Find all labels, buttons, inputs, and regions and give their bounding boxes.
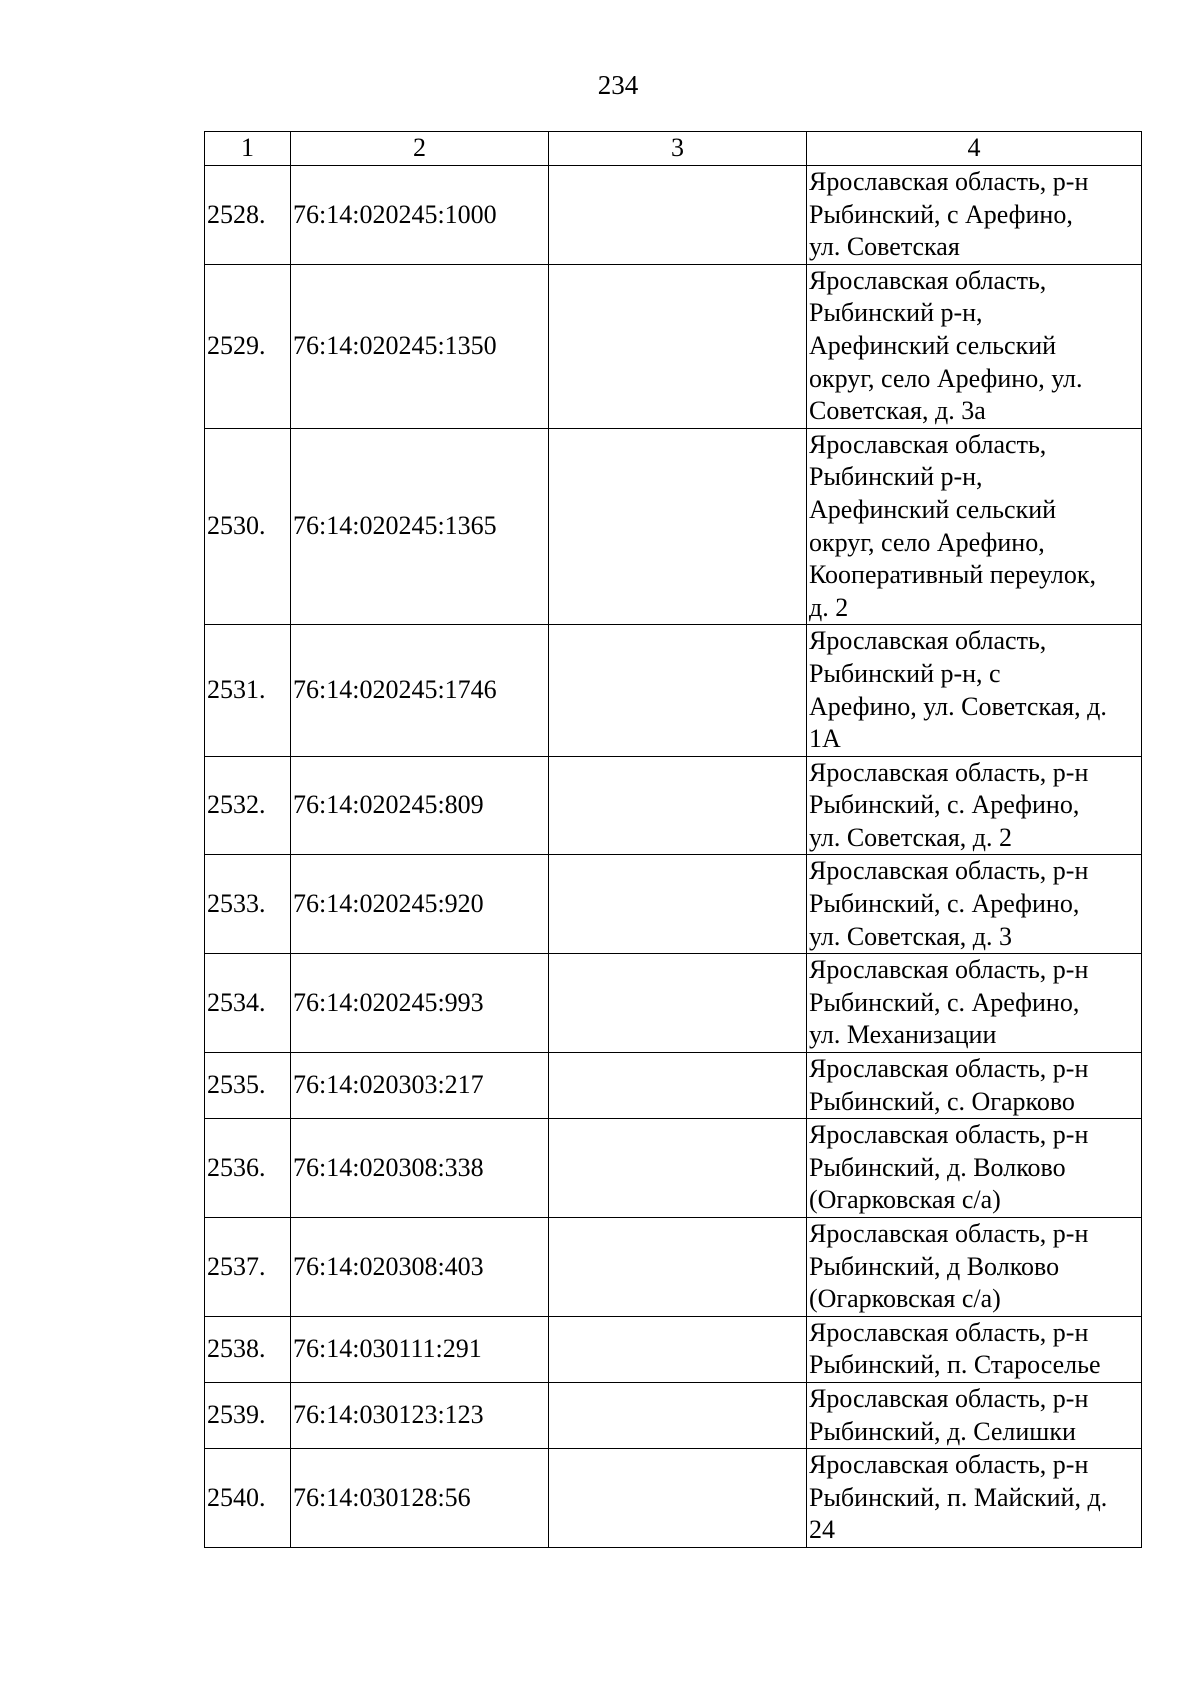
- cadastral-number: 76:14:020245:920: [291, 855, 549, 954]
- column-3-cell: [549, 166, 807, 265]
- column-3-cell: [549, 625, 807, 756]
- table-row: [205, 756, 1142, 855]
- address-cell: Ярославская область, р-н Рыбинский, д. Волково (Огарковская с/а): [807, 1119, 1142, 1218]
- cadastral-number: 76:14:030128:56: [291, 1449, 549, 1548]
- cadastral-number: 76:14:020245:809: [291, 756, 549, 855]
- column-3-cell: [549, 1218, 807, 1317]
- column-3-cell: [549, 1316, 807, 1382]
- row-number: 2533.: [205, 855, 291, 954]
- cadastral-number: 76:14:020245:1000: [291, 166, 549, 265]
- cadastral-number: 76:14:020303:217: [291, 1053, 549, 1119]
- column-3-cell: [549, 855, 807, 954]
- column-3-cell: [549, 954, 807, 1053]
- column-3-cell: [549, 1119, 807, 1218]
- cadastral-number: 76:14:030111:291: [291, 1316, 549, 1382]
- table-row: [205, 855, 1142, 954]
- table-row: [205, 954, 1142, 1053]
- column-3-cell: [549, 1053, 807, 1119]
- table-row: [205, 1053, 1142, 1119]
- cadastral-table: [204, 131, 1142, 1548]
- address-cell: Ярославская область, Рыбинский р-н, с Арефино, ул. Советская, д. 1А: [807, 625, 1142, 756]
- address-cell: Ярославская область, р-н Рыбинский, с. Арефино, ул. Советская, д. 3: [807, 855, 1142, 954]
- address-cell: Ярославская область, р-н Рыбинский, с Арефино, ул. Советская: [807, 166, 1142, 265]
- table-row: [205, 1119, 1142, 1218]
- header-col-1: 1: [205, 132, 291, 166]
- row-number: 2531.: [205, 625, 291, 756]
- address-cell: Ярославская область, Рыбинский р-н, Арефинский сельский округ, село Арефино, Кооперативный переулок, д. 2: [807, 428, 1142, 625]
- column-3-cell: [549, 264, 807, 428]
- cadastral-number: 76:14:020245:1365: [291, 428, 549, 625]
- table-row: [205, 166, 1142, 265]
- header-col-2: 2: [291, 132, 549, 166]
- row-number: 2536.: [205, 1119, 291, 1218]
- row-number: 2528.: [205, 166, 291, 265]
- cadastral-number: 76:14:030123:123: [291, 1382, 549, 1448]
- page-number: 234: [597, 70, 639, 100]
- table-row: [205, 264, 1142, 428]
- address-cell: Ярославская область, р-н Рыбинский, с. Огарково: [807, 1053, 1142, 1119]
- address-cell: Ярославская область, р-н Рыбинский, п. Майский, д. 24: [807, 1449, 1142, 1548]
- cadastral-number: 76:14:020245:1746: [291, 625, 549, 756]
- row-number: 2539.: [205, 1382, 291, 1448]
- cadastral-number: 76:14:020245:993: [291, 954, 549, 1053]
- table-row: [205, 1316, 1142, 1382]
- row-number: 2537.: [205, 1218, 291, 1317]
- table-header-row: [205, 132, 1142, 166]
- address-cell: Ярославская область, Рыбинский р-н, Арефинский сельский округ, село Арефино, ул. Советская, д. 3а: [807, 264, 1142, 428]
- address-cell: Ярославская область, р-н Рыбинский, с. Арефино, ул. Советская, д. 2: [807, 756, 1142, 855]
- row-number: 2530.: [205, 428, 291, 625]
- column-3-cell: [549, 428, 807, 625]
- column-3-cell: [549, 1449, 807, 1548]
- address-cell: Ярославская область, р-н Рыбинский, д Волково (Огарковская с/а): [807, 1218, 1142, 1317]
- table-row: [205, 1218, 1142, 1317]
- cadastral-number: 76:14:020245:1350: [291, 264, 549, 428]
- address-cell: Ярославская область, р-н Рыбинский, д. Селишки: [807, 1382, 1142, 1448]
- cadastral-number: 76:14:020308:403: [291, 1218, 549, 1317]
- table-body: [205, 166, 1142, 1548]
- table-row: [205, 1382, 1142, 1448]
- column-3-cell: [549, 756, 807, 855]
- row-number: 2532.: [205, 756, 291, 855]
- header-col-3: 3: [549, 132, 807, 166]
- address-cell: Ярославская область, р-н Рыбинский, п. Староселье: [807, 1316, 1142, 1382]
- row-number: 2535.: [205, 1053, 291, 1119]
- table-row: [205, 625, 1142, 756]
- column-3-cell: [549, 1382, 807, 1448]
- table-row: [205, 1449, 1142, 1548]
- row-number: 2538.: [205, 1316, 291, 1382]
- header-col-4: 4: [807, 132, 1142, 166]
- address-cell: Ярославская область, р-н Рыбинский, с. Арефино, ул. Механизации: [807, 954, 1142, 1053]
- row-number: 2534.: [205, 954, 291, 1053]
- row-number: 2540.: [205, 1449, 291, 1548]
- table-row: [205, 428, 1142, 625]
- cadastral-number: 76:14:020308:338: [291, 1119, 549, 1218]
- row-number: 2529.: [205, 264, 291, 428]
